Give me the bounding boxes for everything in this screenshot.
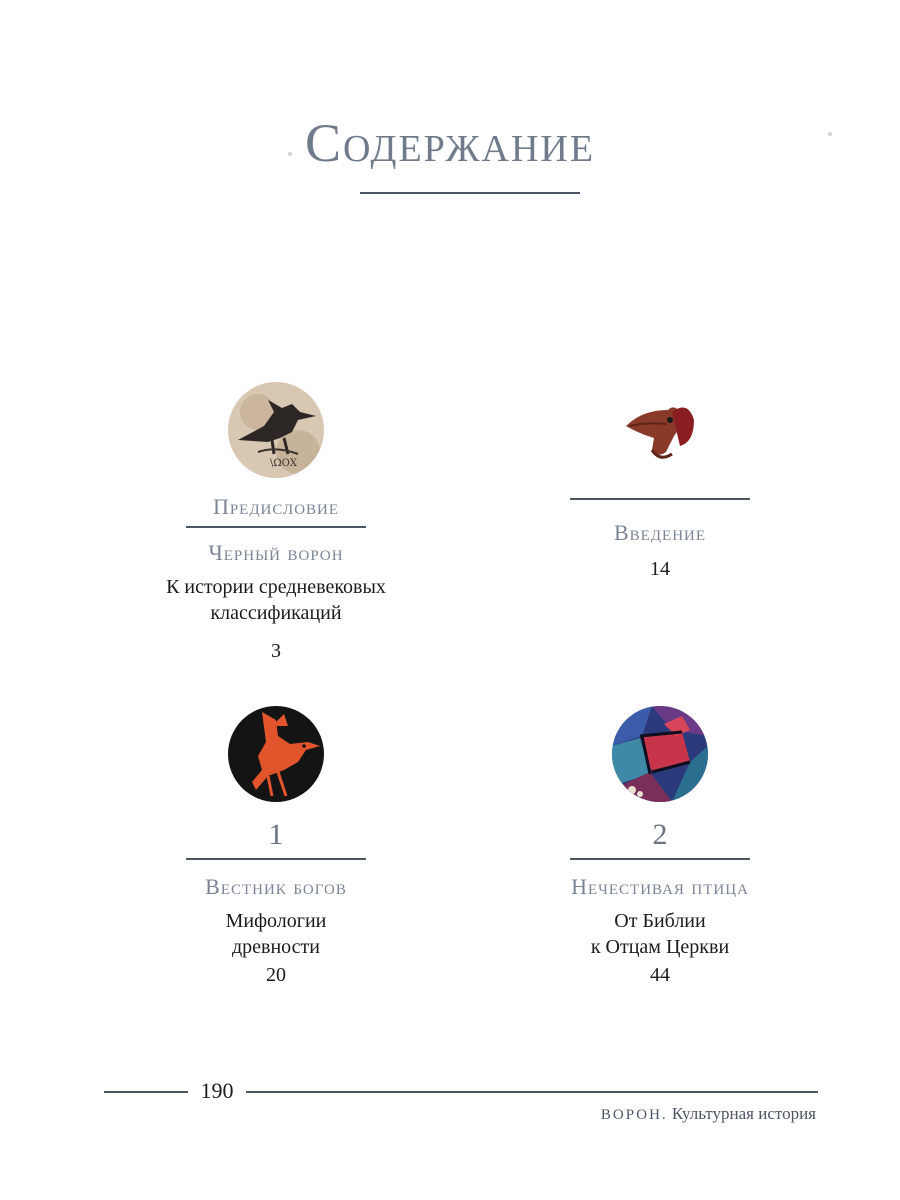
section-description: [126, 908, 426, 960]
chapter-number: 1: [268, 818, 284, 851]
description-line: классификаций: [210, 602, 342, 624]
toc-entry-introduction[interactable]: [510, 382, 810, 581]
svg-text:\ΩΟΧ: \ΩΟΧ: [270, 458, 297, 469]
running-book-subtitle: Культурная история: [671, 1104, 816, 1123]
section-description: [510, 908, 810, 960]
section-title-chapter-2: Нечестивая птица: [571, 874, 749, 899]
footer-page-number: 190: [200, 1078, 234, 1103]
toc-entry-chapter-1[interactable]: [126, 706, 426, 987]
running-book-title: ВОРОН.: [600, 1107, 668, 1123]
description-line: От Библии: [614, 910, 706, 932]
description-line: Мифологии: [225, 910, 327, 932]
page-number: 14: [650, 558, 670, 580]
raven-mask-icon: [612, 382, 708, 478]
section-title-introduction: Введение: [613, 520, 707, 545]
section-description: [126, 574, 426, 626]
chapter-number: 2: [652, 818, 668, 851]
page-title: Содержание: [304, 113, 596, 173]
red-figure-raven-icon: [228, 706, 324, 802]
description-line: к Отцам Церкви: [590, 936, 730, 958]
raven-mosaic-icon: [228, 382, 324, 478]
toc-entry-chapter-2[interactable]: [510, 706, 810, 987]
stained-glass-raven-icon: [612, 706, 708, 802]
section-rule: [186, 858, 366, 860]
description-line: К истории средневековых: [166, 576, 386, 598]
description-line: древности: [231, 936, 321, 958]
section-rule: [570, 498, 750, 500]
title-rule: [360, 192, 580, 194]
section-title-chapter-1: Вестник богов: [205, 874, 347, 899]
section-rule: [186, 526, 366, 528]
toc-entry-preface[interactable]: [126, 382, 426, 663]
footer-rule-right: [246, 1091, 818, 1093]
running-title: [601, 1104, 816, 1124]
section-title-preface: Предисловие: [212, 494, 340, 519]
footer-rule-left: [104, 1091, 188, 1093]
section-subtitle: Черный ворон: [208, 540, 344, 565]
page-number: 20: [266, 964, 286, 986]
page-number: 3: [271, 640, 281, 662]
page-number: 44: [650, 964, 670, 986]
section-rule: [570, 858, 750, 860]
